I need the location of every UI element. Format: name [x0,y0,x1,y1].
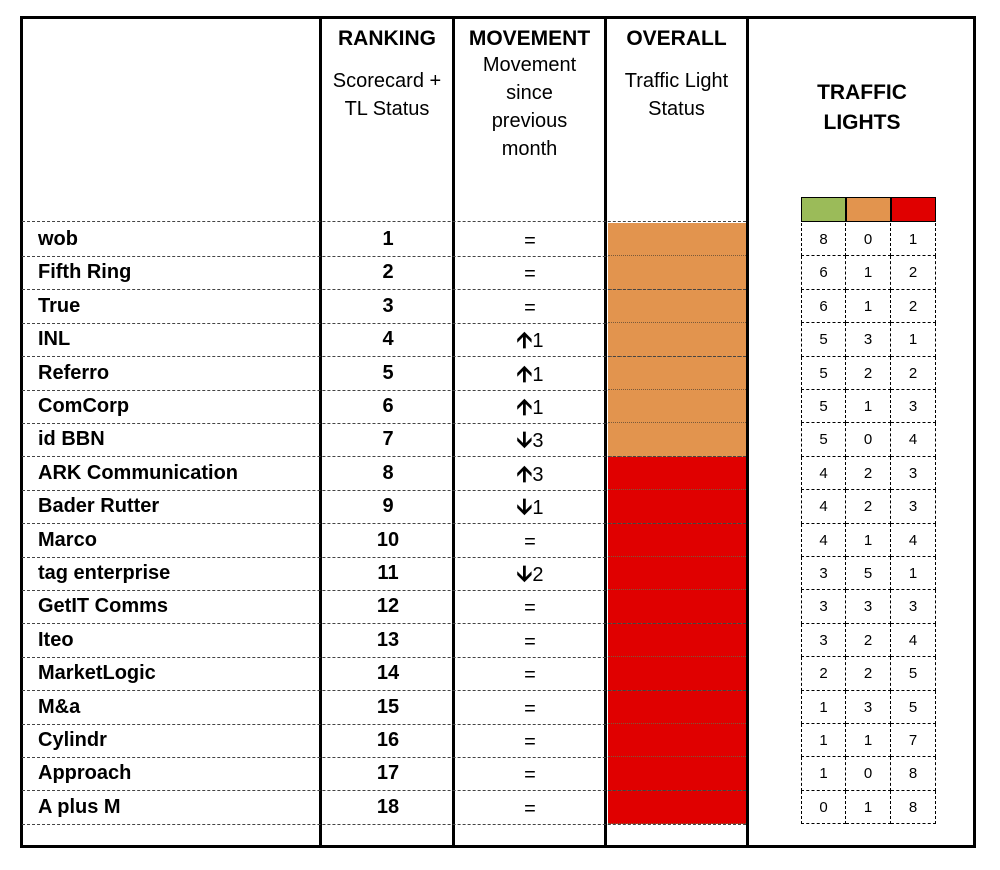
arrow-down-icon: 🡫 [516,494,533,520]
amber-count: 1 [846,256,891,289]
movement-subtitle-line2: since [506,82,553,104]
red-count: 3 [891,490,936,523]
status-color-cell [608,490,746,523]
movement-cell [456,524,604,557]
amber-count: 1 [846,791,891,824]
movement-value: = [524,664,536,687]
status-color-cell [608,757,746,790]
company-name: ComCorp [38,395,130,417]
arrow-up-icon: 🡩 [516,360,533,386]
status-color-cell [608,290,746,323]
rank-value: 8 [382,461,394,484]
movement-value: = [524,597,536,620]
movement-cell [456,791,604,824]
movement-value: 3 [532,430,544,453]
red-count: 2 [891,256,936,289]
amber-count: 3 [846,691,891,724]
red-count: 1 [891,323,936,356]
movement-cell [456,590,604,623]
amber-count: 2 [846,657,891,690]
movement-cell [456,223,604,256]
movement-value: = [524,731,536,753]
green-count: 5 [801,423,846,456]
movement-value: 3 [532,463,544,486]
company-name: Cylindr [38,729,107,751]
red-count: 4 [891,524,936,557]
amber-count: 3 [846,323,891,356]
company-name: wob [38,228,78,250]
table-row [0,724,1000,757]
movement-cell [456,724,604,757]
movement-value: = [524,296,536,319]
rank-value: 6 [382,395,394,417]
green-count: 2 [801,657,846,690]
status-color-cell [608,223,746,256]
company-name: id BBN [38,428,105,451]
movement-value: 1 [532,330,544,353]
status-color-cell [608,590,746,623]
status-color-cell [608,624,746,657]
rank-value: 4 [382,328,394,351]
table-row [0,323,1000,356]
amber-count: 1 [846,390,891,423]
movement-subtitle-line4: month [501,138,558,160]
rank-value: 12 [376,595,400,618]
red-count: 8 [891,791,936,824]
status-color-cell [608,524,746,557]
company-name: M&a [38,695,81,718]
company-name: Referro [38,361,110,384]
movement-cell [456,490,604,523]
green-count: 3 [801,624,846,657]
ranking-header [322,27,452,123]
company-name: tag enterprise [38,562,171,584]
table-row [0,457,1000,490]
movement-title: MOVEMENT [468,27,591,50]
green-count: 0 [801,791,846,824]
amber-count: 2 [846,357,891,390]
traffic-lights-title-line2: LIGHTS [823,111,901,134]
overall-header [607,27,746,123]
red-light-swatch [891,197,936,222]
rank-value: 13 [376,628,400,651]
rank-value: 14 [376,662,400,685]
traffic-lights-title-line1: TRAFFIC [817,81,907,104]
green-count: 5 [801,357,846,390]
status-color-cell [608,390,746,423]
company-name: INL [38,328,71,351]
movement-cell [456,657,604,690]
green-count: 1 [801,691,846,724]
movement-value: 1 [532,363,544,386]
table-row [0,223,1000,256]
table-row [0,691,1000,724]
red-count: 7 [891,724,936,757]
amber-count: 2 [846,457,891,490]
arrow-down-icon: 🡫 [516,427,533,453]
movement-value: = [524,697,536,720]
table-row [0,757,1000,790]
company-name: A plus M [38,795,121,818]
green-count: 4 [801,457,846,490]
movement-cell [456,457,604,490]
table-row [0,557,1000,590]
ranking-subtitle-line1: Scorecard + [332,70,442,92]
rank-value: 11 [377,562,399,584]
movement-cell [456,256,604,289]
red-count: 4 [891,624,936,657]
company-name: True [38,294,81,317]
rank-value: 3 [382,294,394,317]
movement-value: = [524,530,536,553]
movement-header [455,27,604,163]
green-count: 1 [801,724,846,757]
amber-count: 2 [846,490,891,523]
amber-count: 1 [846,724,891,757]
movement-cell [456,691,604,724]
ranking-title: RANKING [338,27,436,50]
movement-subtitle-line3: previous [491,110,568,132]
header-divider [22,221,746,222]
movement-value: 1 [532,497,544,520]
amber-count: 0 [846,223,891,256]
movement-value: 2 [532,564,544,586]
table-row [0,624,1000,657]
movement-cell [456,390,604,423]
green-count: 6 [801,256,846,289]
rank-value: 16 [376,729,400,751]
movement-value: = [524,764,536,787]
red-count: 3 [891,390,936,423]
red-count: 3 [891,457,936,490]
table-row [0,390,1000,423]
rank-value: 17 [376,762,400,785]
table-row [0,524,1000,557]
rank-value: 2 [382,261,394,284]
arrow-up-icon: 🡩 [516,327,533,353]
rank-value: 7 [382,428,394,451]
movement-cell [456,557,604,590]
company-name: Approach [38,762,132,785]
table-row [0,423,1000,456]
green-count: 6 [801,290,846,323]
status-color-cell [608,357,746,390]
traffic-lights-title [748,78,976,138]
status-color-cell [608,691,746,724]
arrow-up-icon: 🡩 [516,394,533,419]
movement-value: 1 [532,397,544,419]
table-row [0,357,1000,390]
status-color-cell [608,323,746,356]
movement-value: = [524,263,536,286]
movement-value: = [524,630,536,653]
amber-count: 3 [846,590,891,623]
movement-value: = [524,230,536,252]
amber-count: 1 [846,524,891,557]
arrow-up-icon: 🡩 [516,460,533,486]
arrow-down-icon: 🡫 [516,561,533,586]
company-name: Bader Rutter [38,495,160,518]
rank-value: 15 [376,695,400,718]
company-name: Iteo [38,628,74,651]
green-count: 5 [801,390,846,423]
amber-count: 0 [846,757,891,790]
rank-value: 1 [382,228,394,250]
green-light-swatch [801,197,846,222]
green-count: 1 [801,757,846,790]
table-row [0,791,1000,824]
company-name: MarketLogic [38,662,156,685]
table-row [0,290,1000,323]
amber-count: 2 [846,624,891,657]
movement-cell [456,290,604,323]
company-name: Fifth Ring [38,261,132,284]
green-count: 3 [801,590,846,623]
status-color-cell [608,791,746,824]
red-count: 2 [891,290,936,323]
green-count: 4 [801,524,846,557]
table-row [0,490,1000,523]
movement-cell [456,757,604,790]
amber-count: 1 [846,290,891,323]
movement-subtitle-line1: Movement [482,54,577,76]
amber-count: 5 [846,557,891,590]
movement-cell [456,323,604,356]
movement-value: = [524,797,536,820]
table-row [0,590,1000,623]
red-count: 8 [891,757,936,790]
row-divider [22,824,746,825]
rank-value: 5 [382,361,394,384]
table-row [0,657,1000,690]
company-name: GetIT Comms [38,595,169,618]
status-color-cell [608,724,746,757]
green-count: 8 [801,223,846,256]
red-count: 3 [891,590,936,623]
company-name: Marco [38,528,97,551]
green-count: 4 [801,490,846,523]
overall-subtitle-line1: Traffic Light [624,70,729,92]
status-color-cell [608,557,746,590]
amber-count: 0 [846,423,891,456]
green-count: 5 [801,323,846,356]
overall-title: OVERALL [626,27,727,50]
overall-subtitle-line2: Status [648,98,705,120]
status-color-cell [608,457,746,490]
rank-value: 10 [376,528,400,551]
red-count: 5 [891,691,936,724]
movement-cell [456,357,604,390]
red-count: 1 [891,557,936,590]
ranking-subtitle-line2: TL Status [344,98,430,120]
movement-cell [456,624,604,657]
status-color-cell [608,423,746,456]
company-name: ARK Communication [38,461,238,484]
red-count: 2 [891,357,936,390]
table-row [0,256,1000,289]
rank-value: 18 [376,795,400,818]
amber-light-swatch [846,197,891,222]
status-color-cell [608,256,746,289]
status-color-cell [608,657,746,690]
movement-cell [456,423,604,456]
green-count: 3 [801,557,846,590]
red-count: 4 [891,423,936,456]
red-count: 5 [891,657,936,690]
red-count: 1 [891,223,936,256]
rank-value: 9 [382,495,394,518]
